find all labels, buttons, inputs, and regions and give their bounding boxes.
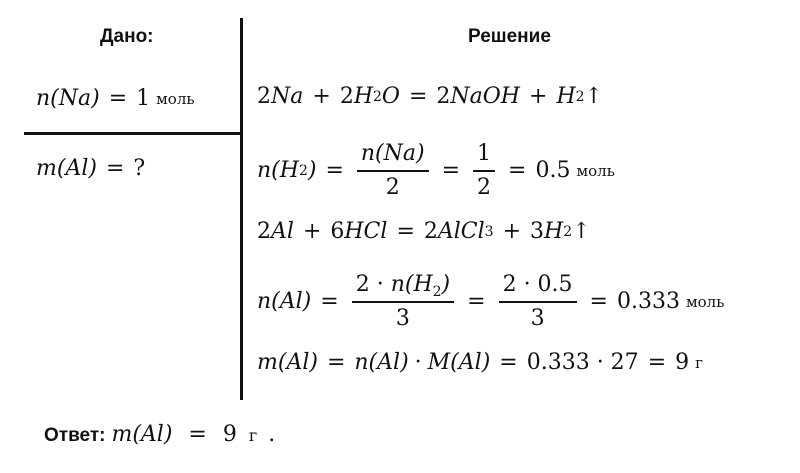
- equals-sign: =: [441, 158, 461, 183]
- unit: моль: [576, 161, 615, 180]
- equals-sign: =: [108, 86, 128, 111]
- equals-sign: =: [326, 350, 346, 375]
- coefficient: 2: [423, 219, 438, 244]
- answer-lhs: m(Al): [111, 422, 173, 447]
- fraction-numerator: n(Na): [357, 143, 429, 172]
- equals-sign: =: [408, 84, 428, 109]
- species: O: [381, 84, 400, 109]
- species: NaOH: [450, 84, 520, 109]
- fraction-denominator: 3: [530, 306, 545, 331]
- equals-sign: =: [105, 156, 125, 181]
- amount-hydrogen-equation: n(H 2 ) = $\frac{n(Na)}{2}$ = $\frac{1}{2}$ = 0.5 моль: [257, 141, 615, 200]
- reaction-sodium-water: 2 Na + 2 H 2 O = 2 NaOH + H 2 ↑: [257, 84, 603, 109]
- fraction-denominator: 3: [395, 306, 410, 331]
- find-mass-aluminium: [36, 158, 145, 180]
- period: .: [268, 422, 276, 447]
- given-lhs: n(Na): [36, 86, 100, 111]
- given-amount-sodium: [36, 88, 195, 110]
- species: AlCl: [437, 219, 485, 244]
- numerator-part: 2 ·: [355, 272, 391, 297]
- coefficient: 2: [257, 219, 271, 244]
- coefficient: 2: [339, 84, 354, 109]
- gas-arrow-icon: ↑: [572, 219, 591, 244]
- given-title: Дано:: [100, 26, 154, 47]
- factor: M(Al): [427, 350, 491, 375]
- fraction-numerator: 2 · 0.5: [499, 274, 577, 303]
- unit: моль: [685, 292, 725, 311]
- lhs: m(Al): [257, 350, 318, 375]
- given-unit: моль: [156, 89, 195, 108]
- find-lhs: m(Al): [36, 156, 97, 181]
- answer-unit: г: [248, 426, 258, 445]
- equals-sign: =: [508, 158, 527, 183]
- equals-sign: =: [589, 289, 608, 314]
- species: H: [556, 84, 576, 109]
- coefficient: 6: [330, 219, 345, 244]
- equals-sign: =: [647, 350, 667, 375]
- species: H: [353, 84, 373, 109]
- find-rhs: ?: [133, 156, 146, 181]
- factor: n(Al): [354, 350, 409, 375]
- numerator-part: n(H: [390, 272, 433, 297]
- subscript: 2: [432, 284, 442, 300]
- answer-label: Ответ:: [44, 425, 106, 446]
- equals-sign: =: [325, 158, 344, 183]
- horizontal-divider: [24, 132, 242, 135]
- plus-sign: +: [502, 219, 522, 244]
- unit: г: [695, 353, 703, 372]
- fraction: [499, 274, 577, 330]
- reaction-aluminium-acid: 2 Al + 6 HCl = 2 AlCl 3 + 3 H 2 ↑: [257, 219, 591, 244]
- lhs: n(H: [257, 158, 299, 183]
- fraction-denominator: 2: [477, 175, 492, 200]
- solution-title: Решение: [468, 26, 551, 47]
- given-value: 1: [136, 86, 151, 111]
- answer-value: 9: [222, 422, 237, 447]
- multiply-dot: ·: [414, 350, 422, 375]
- fraction: [473, 143, 495, 199]
- result-value: 0.333: [616, 289, 680, 314]
- calculation: 0.333 · 27: [526, 350, 639, 375]
- fraction: [352, 274, 454, 330]
- species: HCl: [344, 219, 388, 244]
- equals-sign: =: [467, 289, 486, 314]
- equals-sign: =: [320, 289, 339, 314]
- coefficient: 2: [257, 84, 271, 109]
- amount-aluminium-equation: [257, 265, 724, 339]
- plus-sign: +: [312, 84, 331, 109]
- fraction: [357, 143, 429, 199]
- lhs: n(Al): [257, 289, 312, 314]
- result-value: 9: [675, 350, 690, 375]
- equals-sign: =: [499, 350, 518, 375]
- lhs: ): [307, 158, 317, 183]
- species: Na: [271, 84, 304, 109]
- plus-sign: +: [302, 219, 322, 244]
- result-value: 0.5: [535, 158, 571, 183]
- species: H: [544, 219, 564, 244]
- plus-sign: +: [529, 84, 548, 109]
- coefficient: 3: [530, 219, 545, 244]
- mass-aluminium-equation: [257, 352, 703, 374]
- answer-expression: [111, 422, 275, 447]
- vertical-divider: [240, 18, 243, 400]
- gas-arrow-icon: ↑: [584, 84, 603, 109]
- fraction-numerator: 1: [473, 143, 495, 172]
- numerator-part: ): [441, 272, 451, 297]
- species: Al: [271, 219, 294, 244]
- equals-sign: =: [188, 422, 207, 447]
- coefficient: 2: [436, 84, 451, 109]
- answer-line: [44, 422, 275, 447]
- fraction-denominator: 2: [385, 175, 400, 200]
- fraction-numerator: [352, 274, 454, 303]
- equals-sign: =: [396, 219, 415, 244]
